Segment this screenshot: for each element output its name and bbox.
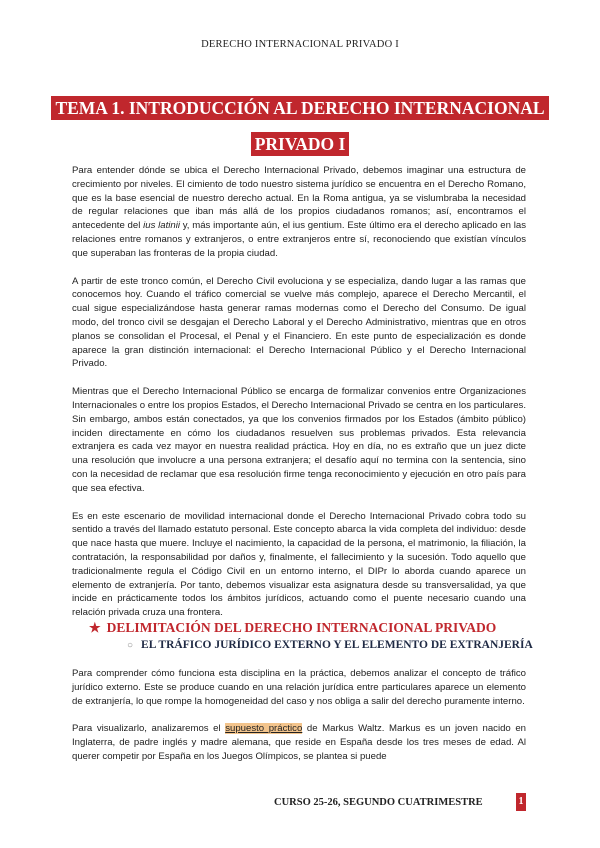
subsection-heading-text: EL TRÁFICO JURÍDICO EXTERNO Y EL ELEMENTO DE EXTRANJERÍA bbox=[141, 639, 533, 651]
page-number: 1 bbox=[516, 793, 526, 811]
title-line-1: TEMA 1. INTRODUCCIÓN AL DERECHO INTERNACIONAL bbox=[51, 96, 548, 120]
paragraph-1-text-b: y, más importante aún, el ius gentium. Este último era el derecho aplicado en las relaciones entre romanos y extranjeros, o entre extranjeros entre sí, reconociendo que existían vínculos que superaban las fronteras de la propia ciudad. bbox=[72, 220, 526, 259]
paragraph-1-text-a: Para entender dónde se ubica el Derecho Internacional Privado, debemos imaginar una estructura de crecimiento por niveles. El cimiento de todo nuestro sistema jurídico se encuentra en el Derecho Romano, que es la base esencial de nuestro derecho actual. En la Roma antigua, ya se vislumbraba la necesidad de regular relaciones que iban más allá de los propios ciudadanos romanos; así, encontramos el antecedente del bbox=[72, 165, 526, 232]
paragraph-6 bbox=[72, 722, 526, 763]
paragraph-6-text-b: de Markus Waltz. Markus es un joven nacido en Inglaterra, de padre inglés y madre alemana, que reside en España desde los tres meses de edad. Al querer competir por España en los Juegos Olímpicos, se plantea si puede bbox=[72, 723, 526, 762]
highlighted-term: supuesto práctico bbox=[225, 723, 303, 735]
section-heading bbox=[89, 620, 496, 636]
body-text bbox=[72, 164, 526, 634]
paragraph-1 bbox=[72, 164, 526, 261]
latin-term: ius latinii bbox=[143, 220, 180, 232]
section-body-text bbox=[72, 667, 526, 778]
paragraph-5: Para comprender cómo funciona esta disciplina en la práctica, debemos analizar el concepto de tráfico jurídico externo. Este se produce cuando en una relación jurídica entre particulares aparece un elemento de extranjería, lo que rompe la homogeneidad del caso y nos obliga a salir del derecho puramente interno. bbox=[72, 668, 526, 707]
paragraph-4: Es en este escenario de movilidad internacional donde el Derecho Internacional Privado cobra todo su sentido a través del llamado estatuto personal. Este concepto abarca la vida completa del individuo: desde que nace hasta que muere. Incluye el nacimiento, la capacidad de la persona, el matrimonio, la filiación, la contratación, la responsabilidad por daños y, finalmente, el fallecimiento y la sucesión. Todo aquello que tradicionalmente regula el Código Civil en un entorno interno, el DIPr lo aborda cuando aparece un elemento de extranjería. Por tanto, debemos visualizar esta asignatura desde su transversalidad, ya que incide en prácticamente todos los ámbitos jurídicos, actuando como el puente necesario cuando una relación privada cruza una frontera. bbox=[72, 510, 526, 619]
star-icon: ★ bbox=[89, 620, 101, 635]
circle-bullet-icon: ○ bbox=[127, 640, 134, 651]
paragraph-6-text-a: Para visualizarlo, analizaremos el bbox=[72, 723, 226, 735]
paragraph-2: A partir de este tronco común, el Derecho Civil evoluciona y se especializa, dando lugar a las ramas que conocemos hoy. Cuando el tráfico comercial se vuelve más complejo, aparece el Derecho Mercantil, el cual sigue especializándose hasta generar ramas modernas como el Derecho del Consumo. De igual modo, del tronco civil se desgajan el Derecho Laboral y el Derecho Administrativo, mientras que en otros planos se consolidan el Procesal, el Penal y el Financiero. En este punto de especialización es donde aparece la gran distinción internacional: el Derecho Internacional Público y el Derecho Internacional Privado. bbox=[72, 275, 526, 370]
paragraph-3: Mientras que el Derecho Internacional Público se encarga de formalizar convenios entre Organizaciones Internacionales o entre los propios Estados, el Derecho Internacional Privado se centra en los particulares. Sin embargo, ambos están conectados, ya que los convenios firmados por los Estados (ámbito público) inciden directamente en cómo los ciudadanos resuelven sus problemas privados. Esta relevancia extranjera es cada vez mayor en nuestra realidad práctica. Hoy en día, no es extraño que un juez dicte una resolución que involucre a una persona extranjera; el desafío aquí no termina con la sentencia, sino con la necesidad de reclamar que esa resolución firme tenga reconocimiento y ejecución en otro país para que sea efectiva. bbox=[72, 386, 526, 494]
running-header: DERECHO INTERNACIONAL PRIVADO I bbox=[201, 39, 399, 50]
page-title bbox=[0, 90, 600, 162]
section-heading-text: DELIMITACIÓN DEL DERECHO INTERNACIONAL PRIVADO bbox=[106, 620, 497, 635]
footer-course: CURSO 25-26, SEGUNDO CUATRIMESTRE bbox=[274, 797, 483, 808]
title-line-2: PRIVADO I bbox=[251, 132, 350, 156]
subsection-heading bbox=[127, 639, 533, 651]
